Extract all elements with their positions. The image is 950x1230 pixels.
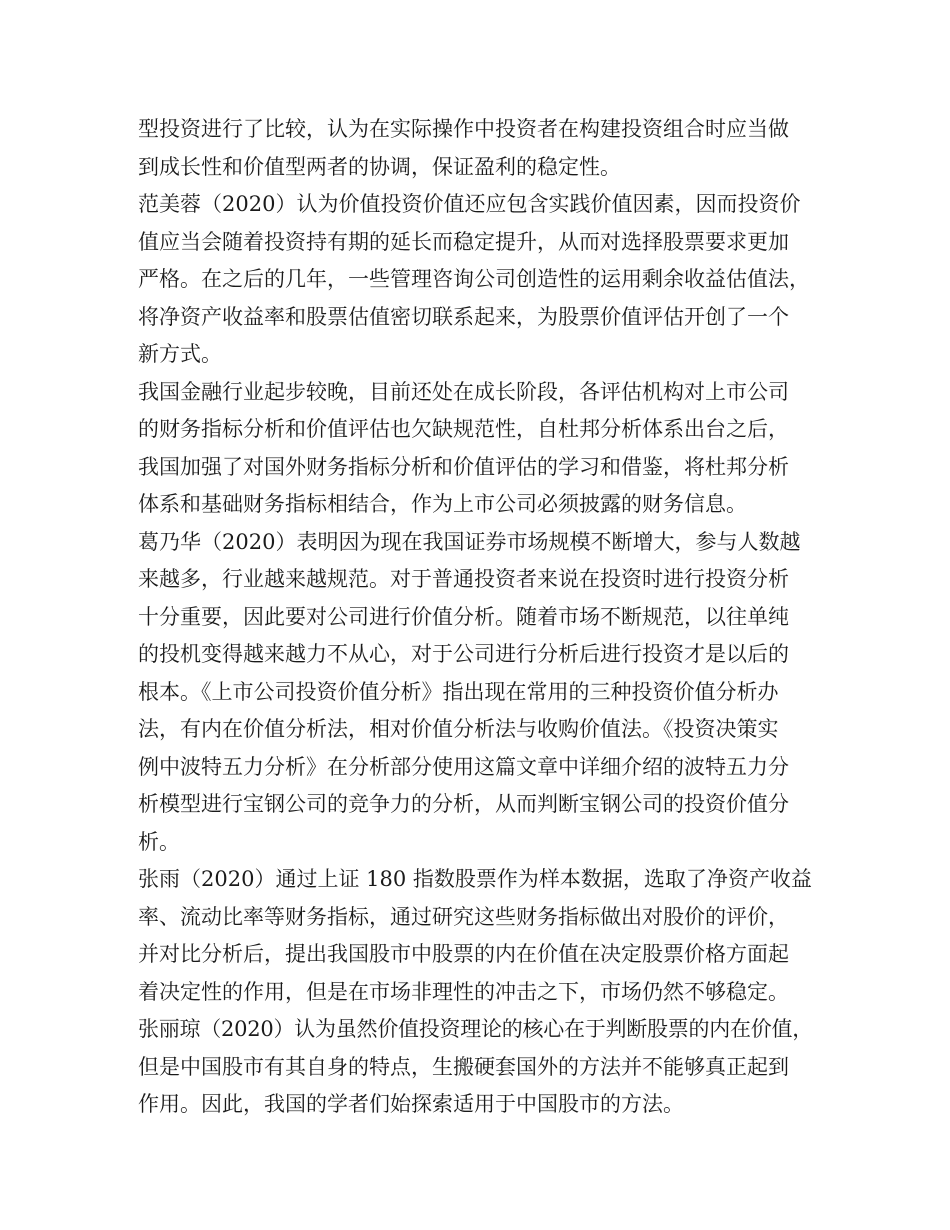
text-line: 但是中国股市有其自身的特点，生搬硬套国外的方法并不能够真正起到: [138, 1054, 789, 1079]
body-text: [138, 111, 818, 1124]
text-line: 我国加强了对国外财务指标分析和价值评估的学习和借鉴，将杜邦分析: [138, 454, 789, 479]
text-line: 并对比分析后，提出我国股市中股票的内在价值在决定股票价格方面起: [138, 942, 789, 966]
text-line: 到成长性和价值型两者的协调，保证盈利的稳定性。: [138, 154, 621, 179]
text-line: 我国金融行业起步较晚，目前还处在成长阶段，各评估机构对上市公司: [138, 379, 789, 404]
text-line: 值应当会随着投资持有期的延长而稳定提升，从而对选择股票要求更加: [138, 229, 789, 254]
text-line: 将净资产收益率和股票估值密切联系起来，为股票价值评估开创了一个: [138, 304, 789, 329]
text-line: 根本。《上市公司投资价值分析》指出现在常用的三种投资价值分析办: [138, 679, 779, 704]
text-line: 着决定性的作用，但是在市场非理性的冲击之下，市场仍然不够稳定。: [138, 979, 789, 1004]
text-line: 法，有内在价值分析法，相对价值分析法与收购价值法。《投资决策实: [138, 717, 779, 741]
text-line: 的财务指标分析和价值评估也欠缺规范性，自杜邦分析体系出台之后，: [138, 417, 789, 441]
text-line: 析模型进行宝钢公司的竞争力的分析，从而判断宝钢公司的投资价值分: [138, 792, 789, 816]
text-line: 范美蓉（2020）认为价值投资价值还应包含实践价值因素，因而投资价: [138, 192, 801, 216]
text-line: 来越多，行业越来越规范。对于普通投资者来说在投资时进行投资分析: [138, 567, 789, 591]
text-line: 的投机变得越来越力不从心，对于公司进行分析后进行投资才是以后的: [138, 642, 789, 666]
text-line: 型投资进行了比较，认为在实际操作中投资者在构建投资组合时应当做: [138, 117, 789, 141]
text-line: 葛乃华（2020）表明因为现在我国证券市场规模不断增大，参与人数越: [138, 529, 801, 554]
text-line: 张丽琼（2020）认为虽然价值投资理论的核心在于判断股票的内在价值，: [138, 1017, 813, 1041]
text-line: 张雨（2020）通过上证 180 指数股票作为样本数据，选取了净资产收益: [138, 867, 812, 891]
text-line: 严格。在之后的几年，一些管理咨询公司创造性的运用剩余收益估值法，: [138, 267, 810, 291]
text-line: 率、流动比率等财务指标，通过研究这些财务指标做出对股价的评价，: [138, 904, 789, 929]
text-line: 十分重要，因此要对公司进行价值分析。随着市场不断规范，以往单纯: [138, 604, 789, 629]
text-line: 例中波特五力分析》在分析部分使用这篇文章中详细介绍的波特五力分: [138, 754, 789, 779]
text-line: 新方式。: [138, 342, 222, 366]
text-line: 体系和基础财务指标相结合，作为上市公司必须披露的财务信息。: [138, 492, 747, 516]
text-line: 析。: [138, 829, 180, 854]
text-line: 作用。因此，我国的学者们始探索适用于中国股市的方法。: [138, 1092, 684, 1116]
